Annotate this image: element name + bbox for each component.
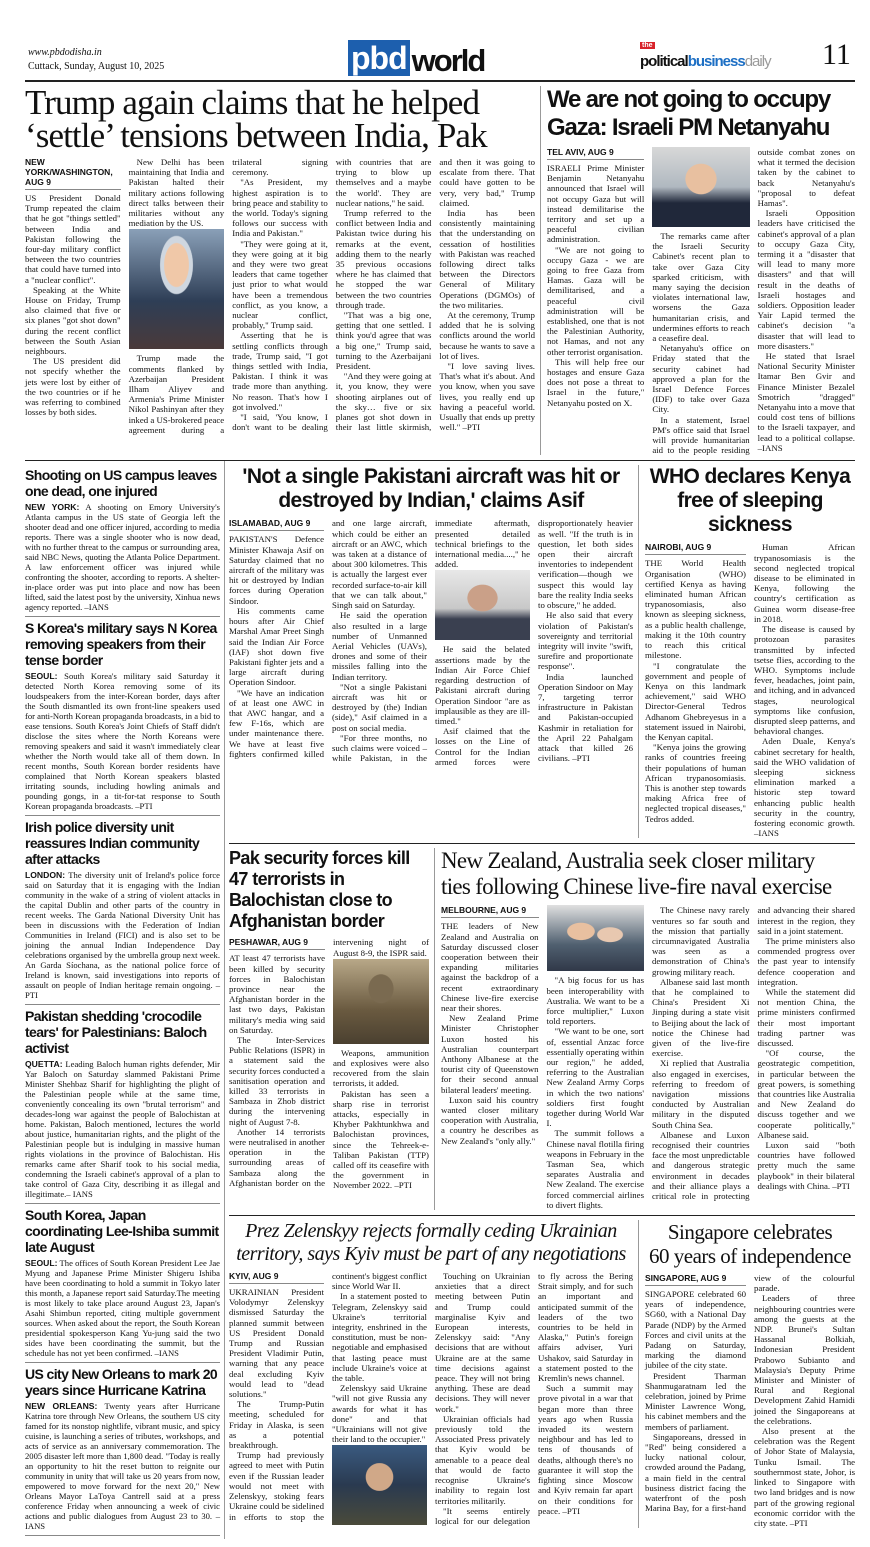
brief-dateline: SEOUL: [25, 1258, 58, 1269]
paragraph: Albanese said last month that he complained to China's President Xi Jinping during a state visit to Beijing about the lack of notice the Chinese had given of the live-fire exercise. [652, 976, 750, 1059]
trump-story [25, 83, 535, 435]
dateline: MELBOURNE, AUG 9 [441, 905, 539, 918]
headline-line: Gaza: Israeli PM Netanyahu [547, 114, 830, 141]
dateline: TEL AVIV, AUG 9 [547, 147, 644, 160]
news-brief [25, 1207, 220, 1363]
paragraph: In a statement, Israel PM's office said that Israel will provide humanitarian aid to the people residing outside combat zones on what it termed the decision taken by the cabinet to back Netanyahu's "proposal to defeat Hamas". [652, 147, 855, 456]
dateline: NEW YORK/WASHINGTON, AUG 9 [25, 157, 121, 190]
paragraph: "And they were going at it, you know, they were shooting airplanes out of the sky… five or six planes got shot down in their last little skirmish, and then it was going to escalate from there. That could have gotten to be very, very bad," Trump claimed. [335, 157, 535, 433]
paragraph: Leaders of three neighbouring countries were among the guests at the NDP. Brunei's Sultan Hassanal Bolkiah, Indonesian President Prabowo Subianto and Malaysia's Deputy Prime Minister and Minister of Rural and Regional Development Zahid Hamidi joined the Singaporeans at the celebrations. [754, 1293, 855, 1426]
paragraph: SINGAPORE celebrated 60 years of independence, SG60, with a National Day Parade (NDP) by the Armed Forces and civil units at the Padang on Saturday, marking the diamond jubilee of the city state. [645, 1289, 746, 1371]
photo-khawaja-asif [435, 570, 530, 640]
page-number: 11 [822, 38, 851, 71]
section-logo-word: world [411, 43, 485, 78]
brief-headline: Pakistan shedding 'crocodile tears' for Palestinians: Baloch activist [25, 1008, 207, 1057]
dateline: SINGAPORE, AUG 9 [645, 1273, 746, 1286]
trump-headline [25, 83, 535, 155]
paragraph: Asif claimed that the losses on the Line of Control for the Indian armed forces were disproportionately heavier as well. "If the truth is in question, let both sides open their aircraft inventories to independent verification—though we suspect this would lay bare the reality India seeks to obscure," he added. [435, 518, 633, 767]
masthead-business: business [687, 53, 745, 70]
paragraph: "We have an indication of at least one AWC in that AWC hangar, and a few F-16s, which are under maintenance there. We have at least five fighters confirmed killed and one large aircraft, which could be either an aircraft or an AWC, which was taken at a distance of about 300 kilometres. This is actually the largest ever recorded surface-to-air kill that we can talk about," Singh said on Saturday. [229, 518, 427, 759]
paragraph: The summit follows a Chinese naval flotilla firing weapons in February in the Tasman Sea, which separates Australia and New Zealand. The exercise forced commercial airlines to divert flights. [546, 1128, 644, 1210]
paragraph: AT least 47 terrorists have been killed by security forces in Balochistan province near the Afghanistan border in the last two days, Pakistan military's media wing said on Saturday. [229, 953, 325, 1035]
asif-story-body [229, 518, 633, 766]
nz-story-body [441, 905, 855, 1210]
paragraph: The Chinese navy rarely ventures so far south and the mission that partially circumnavigated Australia was seen as a demonstration of China's growing military reach. [652, 905, 750, 977]
paragraph: "We are not going to occupy Gaza - we are going to free Gaza from Hamas. Gaza will be demilitarised, and a peaceful civil administration will be established, one that is not the Palestinian Authority, not Hamas, and not any other terrorist organisation. [547, 244, 645, 357]
singapore-story-body [645, 1273, 855, 1528]
trump-story-body [25, 157, 535, 435]
paragraph: US President Donald Trump repeated the claim that he got "things settled" between India and Pakistan following the four-day military conflict between the two countries that could have turned into a "nuclear conflict". [25, 193, 121, 285]
brief-text: South Korea's military said Saturday it detected North Korea removing some of its loudspeakers from the inter-Korean border, days after the South dismantled its own front-line speakers used for anti-North Korean propaganda broadcasts, in a bid to ease tensions. South Korea's Joint Chiefs of Staff didn't disclose the sites where the North Koreans were removing speakers and said it wasn't immediately clear whether the North would take all of them down. In recent months, South Korean border residents have complained that North Korean speakers blasted irritating sounds, including howling animals and pounding gongs, in a tit-for-tat response to South Korean propaganda broadcasts. –PTI [25, 671, 220, 812]
paragraph: "Not a single Pakistani aircraft was hit or destroyed by (the) Indian (side)," Asif claimed in a post on social media. [332, 681, 427, 733]
paragraph: "That was a big one, getting that one settled. I think you'd agree that was a big one," Trump said, turning to the Azerbaijani President. [335, 310, 432, 372]
paragraph: The US president did not specify whether the jets were lost by either of the two countries or if he was referring to combined losses by both sides. [25, 356, 121, 418]
brief-dateline: LONDON: [25, 870, 66, 881]
lower-stories [225, 461, 855, 1533]
paragraph: UKRAINIAN President Volodymyr Zelenskyy dismissed Saturday the planned summit between US President Donald Trump and Russian President Vladimir Putin, warning that any peace deal excluding Kyiv would lead to "dead solutions." [229, 1287, 324, 1400]
news-brief [25, 819, 220, 1005]
brief-body [25, 1059, 220, 1199]
who-story-body [645, 542, 855, 838]
dateline: NAIROBI, AUG 9 [645, 542, 746, 555]
paragraph: "They were going at it, they were going at it big and they were two great leaders that came together just prior to what would have been a tremendous conflict, as you know, a nuclear conflict, probably," Trump said. [232, 238, 328, 331]
pak-story [229, 848, 429, 1190]
paragraph: Such a summit may prove pivotal in a war that began more than three years ago when Russia invaded its western neighbour and has led to tens of thousands of deaths, although there's no guarantee it will stop the fighting since Moscow and Kyiv remain far apart on their conditions for peace. –PTI [538, 1383, 633, 1516]
paragraph: "I love saving lives. That's what it's about. And you know, when you save lives, you really end up having a peaceful world. Usually that ends up pretty well." –PTI [439, 361, 535, 433]
page-header [25, 0, 855, 82]
gaza-story-body [547, 147, 855, 455]
brief-text: The diversity unit of Ireland's police force said on Saturday that it is engaging with the Indian community in the wake of a string of violent attacks in the capital Dublin and other parts of the country in recent weeks. The Garda National Diversity Unit has been in discussions with the Federation of Indian Communities in Ireland (FICI) and is also set to be joining the annual Indian Independence Day celebrations organised by the umbrella group next week. An Garda Síochana, as the national police force of Ireland is known, said investigations into reports of assault on people of Indian heritage remain ongoing. –PTI [25, 870, 220, 1001]
masthead-the: the [642, 42, 653, 49]
paragraph: Weapons, ammunition and explosives were also recovered from the slain terrorists, it added. [333, 1047, 429, 1089]
paragraph: Also present at the celebration was the Regent of Johor State of Malaysia, Tunku Ismail. The southernmost state, Johor, is linked to Singapore with two land bridges and is now part of the growing regional economic corridor with the city state. –PTI [754, 1426, 855, 1528]
paragraph: Aden Duale, Kenya's cabinet secretary for health, said the WHO validation of sleeping sickness elimination marked a historic step toward enhancing public health security in the country, fostering economic growth. –IANS [754, 736, 855, 839]
brief-headline: Shooting on US campus leaves one dead, one injured [25, 467, 217, 500]
news-brief [25, 1366, 220, 1536]
photo-trump [129, 229, 225, 349]
who-story [638, 465, 855, 838]
pak-headline: Pak security forces kill 47 terrorists in Balochistan close to Afghanistan border [229, 848, 410, 932]
headline-line: New Zealand, Australia seek closer military [441, 848, 815, 874]
paragraph: While the statement did not mention China, the prime ministers confirmed their most important trading partner was discussed. [757, 986, 855, 1048]
singapore-story [638, 1220, 855, 1528]
asif-headline: 'Not a single Pakistani aircraft was hit or destroyed by Indian,' claims Asif [242, 465, 620, 513]
brief-text: A shooting on Emory University's Atlanta campus in the US state of Georgia left the shooter dead and one officer injured, according to media reports. There was a single shooter who is now dead, with no further threat to the campus or surrounding area, said NBC News, quoting the Atlanta Police Department. A law enforcement officer was injured while confronting the shooter, according to reports. A shelter-in-place order was put into place and now has been lifted, said the latest post by the university, Xinhua news agency reported. –IANS [25, 502, 220, 613]
paragraph: India has been consistently maintaining that the understanding on cessation of hostilities with Pakistan was reached following direct talks between the Directors General of Military Operations (DGMOs) of the two militaries. [439, 208, 535, 310]
brief-dateline: QUETTA: [25, 1059, 63, 1070]
paragraph: Touching on Ukrainian anxieties that a direct meeting between Putin and Trump could marginalise Kyiv and European interests, Zelenskyy said: "Any decisions that are without Ukraine are at the same time decisions against peace. They will not bring anything. These are dead decisions. They will never work." [435, 1271, 530, 1414]
brief-body [25, 1401, 220, 1531]
zelensky-story-body [229, 1271, 633, 1526]
who-headline: WHO declares Kenya free of sleeping sickness [649, 465, 851, 537]
zelensky-story [229, 1220, 633, 1526]
singapore-headline [645, 1220, 855, 1268]
news-brief [25, 1008, 220, 1204]
brief-dateline: NEW ORLEANS: [25, 1401, 98, 1412]
brief-text: Twenty years after Hurricane Katrina tore through New Orleans, the southern US city famed for its nonstop nightlife, vibrant music, and spicy cuisine, is launching a series of tributes, workshops, and acts of service as an anniversary commemoration. The 2005 disaster left more than 1,800 dead. "Today is really an opportunity to hit the reset button to reignite our community in unity that will take us 20 years from now, empowered to move forward for the next 20," New Orleans Mayor LaToya Cantrell said at a press conference Friday when announcing a week of civic actions and public dialogues from August 23 to 30. –IANS [25, 1401, 220, 1532]
paragraph: Speaking at the White House on Friday, Trump also claimed that five or six planes "got shot down" during the recent conflict between the South Asian neighbours. [25, 284, 121, 357]
brief-headline: South Korea, Japan coordinating Lee-Ishiba summit late August [25, 1207, 219, 1256]
gaza-headline [547, 86, 855, 142]
paragraph: President Tharman Shanmugaratnam led the celebration, joined by Prime Minister Lawrence Wong, his cabinet members and the members of parliament. [645, 1370, 746, 1432]
paragraph: He also said that every violation of Pakistan's sovereignty and territorial integrity will invite "swift, surefire and proportionate response". [538, 610, 633, 672]
dateline: KYIV, AUG 9 [229, 1271, 324, 1284]
brief-body [25, 870, 220, 1000]
headline-line: Singapore celebrates [667, 1220, 833, 1245]
nz-story [434, 848, 855, 1210]
brief-body [25, 671, 220, 811]
paragraph: "As President, my highest aspiration is to bring peace and stability to the world. Today's signing follows our success with India and Pakistan." [232, 177, 328, 239]
paragraph: Human African trypanosomiasis is the second neglected tropical disease to be eliminated in Kenya, following the country's certification as Guinea worm disease-free in 2018. [754, 542, 855, 624]
paragraph: Israeli Opposition leaders have criticised the cabinet's approval of a plan to occupy Gaza City, terming it a "disaster that will lead to many more disasters" and that will result in the deaths of Israeli hostages and soldiers. Opposition leader Yair Lapid termed the cabinet's decision "a disaster that will lead to more disasters." [757, 208, 855, 351]
paragraph: Zelenskyy said Ukraine "will not give Russia any awards for what it has done" and that "Ukrainians will not give their land to the occupier." [332, 1383, 427, 1445]
paragraph: New Delhi has been maintaining that India and Pakistan halted their military actions following direct talks between their militaries without any mediation by the US. [128, 157, 225, 229]
paragraph: The disease is caused by protozoan parasites transmitted by infected tsetse flies, according to the WHO. Symptoms include fever, headaches, joint pain, and itching, and in advanced stages, neurological symptoms like confusion, disrupted sleep patterns, and behavioral changes. [754, 624, 855, 737]
paragraph: Another 14 terrorists were neutralised in another operation in the surrounding areas of Sambaza along the Afghanistan border on the intervening night of August 8-9, the ISPR said. [229, 937, 429, 1188]
masthead-political: political [640, 53, 688, 70]
paragraph: India launched Operation Sindoor on May 7, targeting terror infrastructure in Pakistan and Pakistan-occupied Kashmir in retaliation for the April 22 Pahalgam attack that killed 26 civilians. –PTI [538, 671, 633, 764]
headline-line: We are not going to occupy [547, 86, 831, 113]
photo-soldier [333, 959, 429, 1044]
paragraph: Trump had previously agreed to meet with Putin even if the Russian leader would not meet with Zelenskyy, stoking fears Ukraine could be sidelined in efforts to stop the continent's biggest conflict since World War II. [229, 1271, 427, 1522]
paragraph: Luxon said "both countries have followed pretty much the same playbook" in their bilateral dealings with China. –PTI [757, 1140, 855, 1191]
paragraph: Pakistan has seen a sharp rise in terrorist attacks, especially in Khyber Pakhtunkhwa and Balochistan provinces, since the Tehreek-e-Taliban Pakistan (TTP) called off its ceasefire with the government in November 2022. –PTI [333, 1088, 429, 1191]
dateline: PESHAWAR, AUG 9 [229, 937, 325, 950]
news-briefs-column [25, 461, 225, 1539]
zelensky-singapore-row [229, 1215, 855, 1533]
masthead-logo [640, 40, 820, 80]
paragraph: Trump referred to the conflict between India and Pakistan twice during his remarks at the event, adding them to the nearly 35 previous occasions where he has claimed that he stopped the war between the two countries through trade. [335, 208, 432, 310]
paragraph: PAKISTAN'S Defence Minister Khawaja Asif on Saturday claimed that no aircraft of the military was hit or destroyed by Indian forces during Operation Sindoor. [229, 534, 324, 606]
paragraph: New Zealand Prime Minister Christopher Luxon hosted his Australian counterpart Anthony Albanese at the tourist city of Queenstown for their second annual bilateral leaders' meeting. [441, 1013, 539, 1095]
headline-line: territory, says Kyiv must be part of any negotiations [236, 1243, 626, 1266]
brief-text: The offices of South Korean President Lee Jae Myung and Japanese Prime Minister Shigeru Ishiba have been coordinating to hold a summit in Tokyo later this month, a Japanese report said Saturday.The meeting is most likely to take place around August 23, Japan's Asahi Shimbun reported, citing multiple government sources. When asked about the report, the South Korean presidential spokesperson Kang Yu-jung said the two sides have been coordinating the summit, but the schedule has not yet been confirmed. –IANS [25, 1258, 220, 1359]
paragraph: The Trump-Putin meeting, scheduled for Friday in Alaska, is seen as a potential breakthrough. [229, 1399, 324, 1451]
paragraph: "I congratulate the government and people of Kenya on this landmark achievement," said WHO Director-General Tedros Adhanom Ghebreyesus in a statement issued in Nairobi, the Kenyan capital. [645, 660, 746, 742]
brief-dateline: SEOUL: [25, 671, 58, 682]
asif-story [229, 465, 633, 766]
brief-headline: S Korea's military says N Korea removing speakers from their tense border [25, 620, 217, 669]
paragraph: ISRAELI Prime Minister Benjamin Netanyahu announced that Israel will not occupy Gaza but will instead demilitarise the territory and set up a peaceful civilian administration. [547, 163, 645, 245]
top-row [25, 82, 855, 461]
headline-line: 60 years of independence [649, 1244, 851, 1269]
gaza-story [540, 86, 855, 455]
brief-dateline: NEW YORK: [25, 502, 80, 513]
headline-line: ‘settle’ tensions between India, Pak [25, 116, 487, 155]
paragraph: Asserting that he is settling conflicts through trade, Trump said, "I got things settled with India, Pakistan. I think it was trade more than anything. No reason. That's how I got involved." [232, 330, 328, 412]
paragraph: Albanese and Luxon recognised their countries face the most unpredictable and dangerous strategic environment in decades and their alliance plays a critical role in protecting and advancing their shared interest in the region, they said in a joint statement. [652, 905, 855, 1202]
paragraph: The remarks came after the Israeli Security Cabinet's recent plan to take over Gaza City sparked criticism, with many saying the decision violates international law, worsens the Gaza humanitarian crisis, and undermines efforts to reach a ceasefire deal. [652, 231, 750, 344]
paragraph: "A big focus for us has been interoperability with Australia. We want to be a force multiplier," Luxon told reporters. [546, 975, 644, 1027]
paragraph: Singaporeans, dressed in "Red" being considered a lucky national colour, crowded around the Padang, a main field in the central business district facing the waterfront of the posh Marina Bay, for a first-hand view of the colourful parade. [645, 1273, 855, 1514]
pak-nz-row [229, 843, 855, 1215]
news-brief [25, 620, 220, 816]
headline-line: Trump again claims that he helped [25, 83, 480, 122]
photo-zelenskyy [332, 1445, 427, 1525]
paragraph: THE leaders of New Zealand and Australia on Saturday discussed closer cooperation between their expanding militaries against the backdrop of a recent extraordinary Chinese live-fire exercise near their shores. [441, 921, 539, 1013]
paragraph: Xi replied that Australia also engaged in exercises, referring to freedom of navigation missions conducted by Australian military in the disputed South China Sea. [652, 1058, 750, 1130]
paragraph: THE World Health Organisation (WHO) certified Kenya as having eliminated human African trypanosomiasis, also known as sleeping sickness, as a public health challenge, making it the 10th country to reach this critical milestone. [645, 558, 746, 661]
dateline: ISLAMABAD, AUG 9 [229, 518, 324, 531]
masthead-daily: daily [744, 53, 771, 70]
paragraph: Trump made the comments flanked by Azerbaijan President Ilham Aliyev and Armenia's Prime Minister Nikol Pashinyan after they inked a US-brokered peace agreement during a trilateral signing ceremony. [128, 157, 328, 435]
paragraph: "We want to be one, sort of, essential Anzac force essentially operating within our region," he added, referring to the Australian New Zealand Army Corps in which the two nations' soldiers first fought together during World War I. [546, 1026, 644, 1129]
headline-line: Prez Zelenskyy rejects formally ceding Ukrainian [245, 1220, 617, 1243]
website-url[interactable]: www.pbdodisha.in [28, 47, 102, 58]
paragraph: At the ceremony, Trump added that he is solving conflicts around the world because he wants to save a lot of lives. [439, 310, 535, 361]
edition-date: Cuttack, Sunday, August 10, 2025 [28, 61, 165, 72]
brief-headline: US city New Orleans to mark 20 years since Hurricane Katrina [25, 1366, 218, 1399]
zelensky-headline [229, 1220, 633, 1266]
paragraph: "Of course, the geostrategic competition, in particular between the great powers, is something that countries like Australia and New Zealand do discuss together and we cooperate politically," Albanese said. [757, 1048, 855, 1140]
paragraph: The Inter-Services Public Relations (ISPR) in a statement said the security forces conducted a sanitisation operation and killed 33 terrorists in Sambaza in Zhob district during the intervening night of August 7-8. [229, 1034, 325, 1127]
paragraph: He said the belated assertions made by the Indian Air Force Chief regarding destruction of Pakistani aircraft during Operation Sindoor "are as implausible as they are ill-timed." [435, 644, 530, 726]
paragraph: Luxon said his country wanted closer military cooperation with Australia, a country he describes as New Zealand's "only ally." [441, 1094, 539, 1146]
news-brief [25, 467, 220, 617]
pak-story-body [229, 937, 429, 1190]
paragraph: "Kenya joins the growing ranks of countries freeing their populations of human African trypanosomiasis. This is another step towards making Africa free of neglected tropical diseases," Tedros added. [645, 742, 746, 824]
paragraph: The prime ministers also commended progress over the past year to intensify defence cooperation and integration. [757, 935, 855, 987]
brief-body [25, 502, 220, 612]
asif-who-row [229, 461, 855, 843]
brief-text: Leading Baloch human rights defender, Mir Yar Baloch on Saturday slammed Pakistani Prime Minister Shehbaz Sharif for highlighting the plight of the Palestinian people while at the same time, conveniently concealing its own "brutal terrorism" and decades-long war against the people of Balochistan at home. Pakistan, Baloch mentioned, lectures the world about justice, humanitarian rights, and the plight of the Palestinian people but is indulging in massive human rights violations in the province of Balochistan. His remarks came after Sharif took to his social media, condemning the Israeli cabinet's approval of a plan to take control of Gaza City, describing it as illegal and illegitimate.– IANS [25, 1059, 220, 1200]
brief-headline: Irish police diversity unit reassures Indian community after attacks [25, 819, 200, 868]
paragraph: This will help free our hostages and ensure Gaza does not pose a threat to Israel in the future," Netanyahu posted on X. [547, 356, 645, 408]
section-logo-box: pbd [348, 40, 410, 76]
section-logo [348, 40, 484, 76]
paragraph: He said the operation also resulted in a large number of Unmanned Aerial Vehicles (UAVs), drones and some of their missiles falling into the Indian territory. [332, 610, 427, 682]
paragraph: Netanyahu's office on Friday stated that the security cabinet had approved a plan for the Israel Defence Forces (IDF) to take over Gaza City. [652, 343, 750, 415]
paragraph: "It seems entirely logical for our delegation to fly across the Bering Strait simply, and for such an important and anticipated summit of the leaders of the two countries to be held in Alaska," Putin's foreign affairs adviser, Yuri Ushakov, said Saturday in a statement posted to the Kremlin's news channel. [435, 1271, 633, 1526]
paragraph: "I said, 'You know, I don't want to be dealing with countries that are trying to blow up themselves and a maybe the world'. They are nuclear nations," he said. [232, 157, 432, 433]
paragraph: He stated that Israel National Security Minister Itamar Ben Gvir and Finance Minister Bezalel Smotrich "dragged" Netanyahu into a move that could cost tens of billions to the Israeli taxpayer, and lead to a political collapse. –IANS [757, 351, 855, 453]
headline-line: ties following Chinese live-fire naval exercise [441, 874, 832, 900]
nz-headline [441, 848, 855, 900]
paragraph: Ukrainian officials had previously told the Associated Press privately that Kyiv would be amenable to a peace deal that would de facto recognise Ukraine's inability to regain lost territories militarily. [435, 1413, 530, 1506]
paragraph: In a statement posted to Telegram, Zelenskyy said Ukraine's territorial integrity, enshrined in the constitution, must be non-negotiable and emphasised that lasting peace must include Ukraine's voice at the table. [332, 1291, 427, 1384]
lower-section [25, 461, 855, 1539]
photo-leaders [547, 905, 645, 971]
paragraph: "For three months, no such claims were voiced – while Pakistan, in the immediate aftermath, presented detailed technical briefings to the international media....," he added. [332, 518, 530, 764]
photo-netanyahu [652, 147, 749, 227]
paragraph: His comments came hours after Air Chief Marshal Amar Preet Singh said the Indian Air Force (IAF) shot down five Pakistani fighter jets and a large aircraft during Operation Sindoor. [229, 605, 324, 688]
brief-body [25, 1258, 220, 1358]
